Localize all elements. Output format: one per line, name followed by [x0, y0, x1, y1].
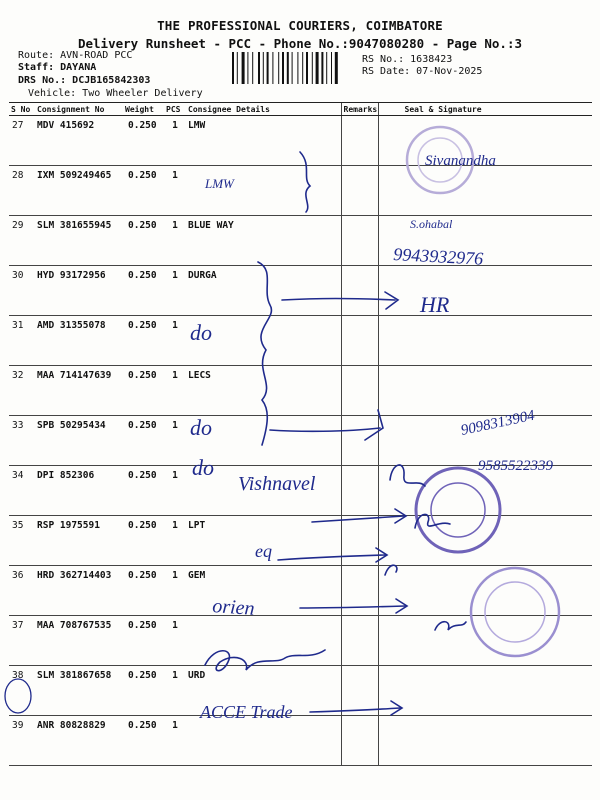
pcs-cell: 1	[164, 316, 186, 366]
hw-sign-29: S.ohabal	[410, 217, 453, 231]
remarks-cell	[341, 166, 378, 216]
remarks-cell	[341, 266, 378, 316]
consignment-cell: ANR 80828829	[35, 716, 123, 766]
seal-cell	[378, 516, 592, 566]
rs-number: RS No.: 1638423	[362, 54, 453, 65]
weight-cell: 0.250	[123, 266, 164, 316]
company-name: THE PROFESSIONAL COURIERS, COIMBATORE	[157, 18, 443, 33]
consignment-cell: RSP 1975591	[35, 516, 123, 566]
weight-cell: 0.250	[123, 666, 164, 716]
consignment-cell: AMD 31355078	[35, 316, 123, 366]
consignment-cell: IXM 509249465	[35, 166, 123, 216]
weight-cell: 0.250	[123, 616, 164, 666]
remarks-cell	[341, 666, 378, 716]
remarks-cell	[341, 116, 378, 166]
seal-cell	[378, 416, 592, 466]
sno-cell: 34	[9, 466, 35, 516]
vehicle-label: Vehicle: Two Wheeler Delivery	[28, 88, 203, 99]
sno-cell: 30	[9, 266, 35, 316]
table-row	[9, 216, 592, 266]
seal-cell	[378, 466, 592, 516]
pcs-cell: 1	[164, 366, 186, 416]
barcode-bar	[331, 52, 332, 84]
seal-cell	[378, 116, 592, 166]
consignee-cell	[186, 166, 341, 216]
remarks-cell	[341, 566, 378, 616]
barcode-image	[232, 52, 357, 84]
barcode-bar	[267, 52, 269, 84]
table-row	[9, 466, 592, 516]
seal-cell	[378, 166, 592, 216]
consignment-cell: SLM 381867658	[35, 666, 123, 716]
pcs-cell: 1	[164, 166, 186, 216]
barcode-bar	[287, 52, 289, 84]
barcode-bar	[316, 52, 319, 84]
barcode-bar	[306, 52, 308, 84]
consignee-cell	[186, 616, 341, 666]
sno-cell: 37	[9, 616, 35, 666]
col-consignment: Consignment No	[35, 103, 123, 116]
remarks-cell	[341, 416, 378, 466]
consignee-cell: URD	[186, 666, 341, 716]
pcs-cell: 1	[164, 466, 186, 516]
hw-do-31: do	[190, 320, 212, 345]
hw-orien: orien	[211, 595, 256, 620]
pcs-cell: 1	[164, 216, 186, 266]
col-sno: S No	[9, 103, 35, 116]
hw-do-34: do	[192, 455, 214, 480]
consignment-cell: HYD 93172956	[35, 266, 123, 316]
consignment-cell: SLM 381655945	[35, 216, 123, 266]
table-row	[9, 316, 592, 366]
consignee-cell	[186, 466, 341, 516]
barcode-bar	[258, 52, 260, 84]
consignee-cell: LPT	[186, 516, 341, 566]
drs-label: DRS No.: DCJB165842303	[18, 75, 151, 86]
sno-cell: 38	[9, 666, 35, 716]
hw-eq: eq	[255, 541, 272, 561]
weight-cell: 0.250	[123, 116, 164, 166]
table-row	[9, 716, 592, 766]
pcs-cell: 1	[164, 516, 186, 566]
sno-cell: 39	[9, 716, 35, 766]
seal-cell	[378, 616, 592, 666]
col-seal: Seal & Signature	[378, 103, 592, 116]
seal-cell	[378, 566, 592, 616]
remarks-cell	[341, 366, 378, 416]
weight-cell: 0.250	[123, 516, 164, 566]
sno-cell: 28	[9, 166, 35, 216]
sheet-subtitle: Delivery Runsheet - PCC - Phone No.:9047080280 - Page No.:3	[77, 36, 522, 51]
seal-cell	[378, 366, 592, 416]
consignee-cell	[186, 316, 341, 366]
rs-date: RS Date: 07-Nov-2025	[362, 66, 483, 77]
pcs-cell: 1	[164, 416, 186, 466]
consignee-cell: LMW	[186, 116, 341, 166]
hw-phone-34: 9585522339	[478, 458, 553, 474]
barcode-bar	[242, 52, 245, 84]
table-row	[9, 666, 592, 716]
consignee-cell: BLUE WAY	[186, 216, 341, 266]
remarks-cell	[341, 716, 378, 766]
barcode-bar	[247, 52, 248, 84]
sno-cell: 31	[9, 316, 35, 366]
barcode-bar	[278, 52, 279, 84]
remarks-cell	[341, 516, 378, 566]
weight-cell: 0.250	[123, 316, 164, 366]
remarks-cell	[341, 616, 378, 666]
barcode-bar	[282, 52, 284, 84]
sno-cell: 29	[9, 216, 35, 266]
col-consignee: Consignee Details	[186, 103, 341, 116]
pcs-cell: 1	[164, 116, 186, 166]
hw-acce: ACCE Trade	[200, 702, 293, 722]
consignee-cell: DURGA	[186, 266, 341, 316]
consignee-cell	[186, 716, 341, 766]
hw-phone-29: 9943932976	[392, 244, 484, 269]
consignment-cell: MAA 714147639	[35, 366, 123, 416]
consignment-cell: SPB 50295434	[35, 416, 123, 466]
seal-cell	[378, 216, 592, 266]
consignment-cell: HRD 362714403	[35, 566, 123, 616]
pcs-cell: 1	[164, 716, 186, 766]
weight-cell: 0.250	[123, 216, 164, 266]
hw-name-34: Vishnavel	[238, 473, 316, 495]
table-row	[9, 266, 592, 316]
consignee-cell: LECS	[186, 366, 341, 416]
consignee-cell	[186, 416, 341, 466]
staff-label: Staff: DAYANA	[18, 62, 97, 73]
remarks-cell	[341, 316, 378, 366]
barcode-bar	[312, 52, 313, 84]
sno-cell: 35	[9, 516, 35, 566]
hw-do-33: do	[190, 415, 212, 440]
barcode-bar	[232, 52, 234, 84]
weight-cell: 0.250	[123, 416, 164, 466]
consignment-cell: MAA 708767535	[35, 616, 123, 666]
barcode-bar	[252, 52, 253, 84]
barcode-bar	[297, 52, 298, 84]
pcs-cell: 1	[164, 616, 186, 666]
sno-cell: 33	[9, 416, 35, 466]
pcs-cell: 1	[164, 666, 186, 716]
table-row	[9, 366, 592, 416]
sno-cell: 36	[9, 566, 35, 616]
runsheet-table	[9, 102, 592, 766]
table-row	[9, 516, 592, 566]
pcs-cell: 1	[164, 266, 186, 316]
table-row	[9, 566, 592, 616]
sno-cell: 27	[9, 116, 35, 166]
sno-cell: 32	[9, 366, 35, 416]
seal-cell	[378, 316, 592, 366]
table-row	[9, 166, 592, 216]
consignment-cell: MDV 415692	[35, 116, 123, 166]
weight-cell: 0.250	[123, 466, 164, 516]
barcode-bar	[263, 52, 264, 84]
pcs-cell: 1	[164, 566, 186, 616]
seal-cell	[378, 266, 592, 316]
consignment-cell: DPI 852306	[35, 466, 123, 516]
col-weight: Weight	[123, 103, 164, 116]
weight-cell: 0.250	[123, 716, 164, 766]
weight-cell: 0.250	[123, 166, 164, 216]
col-remarks: Remarks	[341, 103, 378, 116]
hw-hr: HR	[420, 292, 450, 317]
table-row	[9, 116, 592, 166]
weight-cell: 0.250	[123, 366, 164, 416]
remarks-cell	[341, 466, 378, 516]
seal-cell	[378, 716, 592, 766]
col-pcs: PCS	[164, 103, 186, 116]
barcode-bar	[237, 52, 238, 84]
barcode-bar	[302, 52, 303, 84]
hw-sign-27: Sivanandha	[425, 153, 496, 169]
barcode-bar	[335, 52, 338, 84]
weight-cell: 0.250	[123, 566, 164, 616]
barcode-bar	[272, 52, 273, 84]
hw-phone-33: 9098313904	[459, 407, 537, 439]
barcode-bar	[292, 52, 293, 84]
remarks-cell	[341, 216, 378, 266]
table-header-row	[9, 103, 592, 116]
seal-cell	[378, 666, 592, 716]
hw-lmw: LMW	[205, 176, 234, 191]
route-label: Route: AVN-ROAD PCC	[18, 50, 133, 61]
table-row	[9, 616, 592, 666]
table-row	[9, 416, 592, 466]
barcode-bar	[321, 52, 323, 84]
consignee-cell: GEM	[186, 566, 341, 616]
barcode-bar	[326, 52, 327, 84]
